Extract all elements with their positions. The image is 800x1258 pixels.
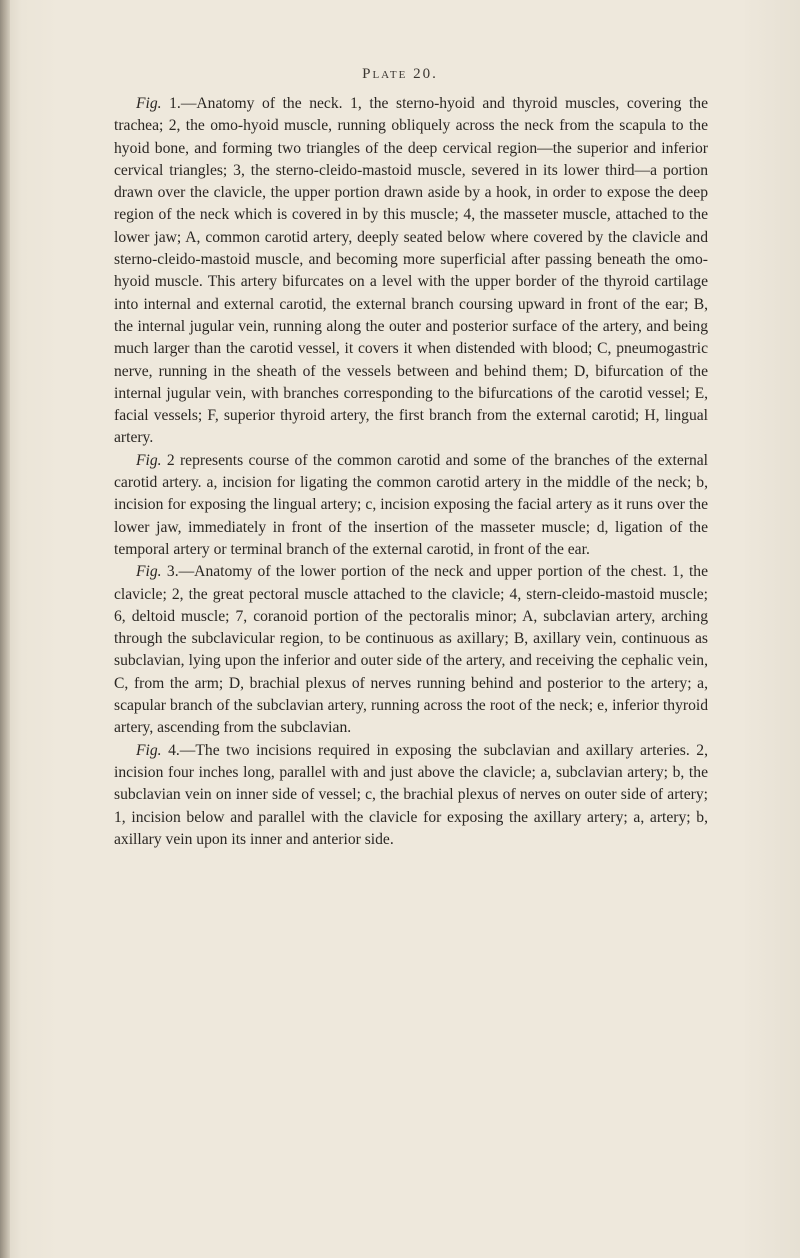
fig-4-paragraph: [114, 740, 708, 851]
fig-1-text: 1.—Anatomy of the neck. 1, the sterno-hyoid and thyroid muscles, covering the trachea; 2, the omo-hyoid muscle, running obliquely across the neck from the scapula to the hyoid bone, and forming two triangles of the deep cervical region—the superior and inferior cervical triangles; 3, the sterno-cleido-mastoid muscle, severed in its lower third—a portion drawn over the clavicle, the upper portion drawn aside by a hook, in order to expose the deep region of the neck which is covered in by this muscle; 4, the masseter muscle, attached to the lower jaw; A, common carotid artery, deeply seated below where covered by the clavicle and sterno-cleido-mastoid muscle, and becoming more superficial after passing beneath the omo-hyoid muscle. This artery bifurcates on a level with the upper border of the thyroid cartilage into internal and external carotid, the external branch coursing upward in front of the ear; B, the internal jugular vein, running along the outer and posterior surface of the artery, and being much larger than the carotid vessel, it covers it when distended with blood; C, pneumogastric nerve, running in the sheath of the vessels between and behind them; D, bifurcation of the internal jugular vein, with branches corresponding to the bifurcations of the carotid vessel; E, facial vessels; F, superior thyroid artery, the first branch from the external carotid; H, lingual artery.: [114, 95, 708, 447]
fig-label: Fig.: [136, 95, 162, 112]
fig-4-text: 4.—The two incisions required in exposing the subclavian and axillary arteries. 2, incision four inches long, parallel with and just above the clavicle; a, subclavian artery; b, the subclavian vein on inner side of vessel; c, the brachial plexus of nerves on outer side of artery; 1, incision below and parallel with the clavicle for exposing the axillary artery; a, artery; b, axillary vein upon its inner and anterior side.: [114, 741, 708, 848]
fig-label: Fig.: [136, 563, 162, 581]
plate-title: Plate 20.: [362, 66, 438, 82]
page-binding-edge: [0, 0, 10, 1258]
fig-1-paragraph: [114, 93, 708, 450]
fig-3-text: 3.—Anatomy of the lower portion of the neck and upper portion of the chest. 1, the clavicle; 2, the great pectoral muscle attached to the clavicle; 4, stern-cleido-mastoid muscle; 6, deltoid muscle; 7, coranoid portion of the pectoralis minor; A, subclavian artery, arching through the subclavicular region, to be continuous as axillary; B, axillary vein, continuous as subclavian, lying upon the inferior and outer side of the artery, and receiving the cephalic vein, C, from the arm; D, brachial plexus of nerves running behind and posterior to the artery; a, scapular branch of the subclavian artery, running across the root of the neck; e, inferior thyroid artery, ascending from the subclavian.: [114, 563, 708, 737]
fig-2-text: 2 represents course of the common carotid and some of the branches of the external carotid artery. a, incision for ligating the common carotid artery in the middle of the neck; b, incision for exposing the lingual artery; c, incision exposing the facial artery as it runs over the lower jaw, immediately in front of the insertion of the masseter muscle; d, ligation of the temporal artery or terminal branch of the external carotid, in front of the ear.: [114, 451, 708, 558]
fig-2-paragraph: [114, 450, 708, 561]
plate-description: [114, 93, 708, 851]
fig-label: Fig.: [136, 451, 162, 469]
fig-label: Fig.: [136, 741, 162, 759]
fig-3-paragraph: [114, 561, 708, 739]
